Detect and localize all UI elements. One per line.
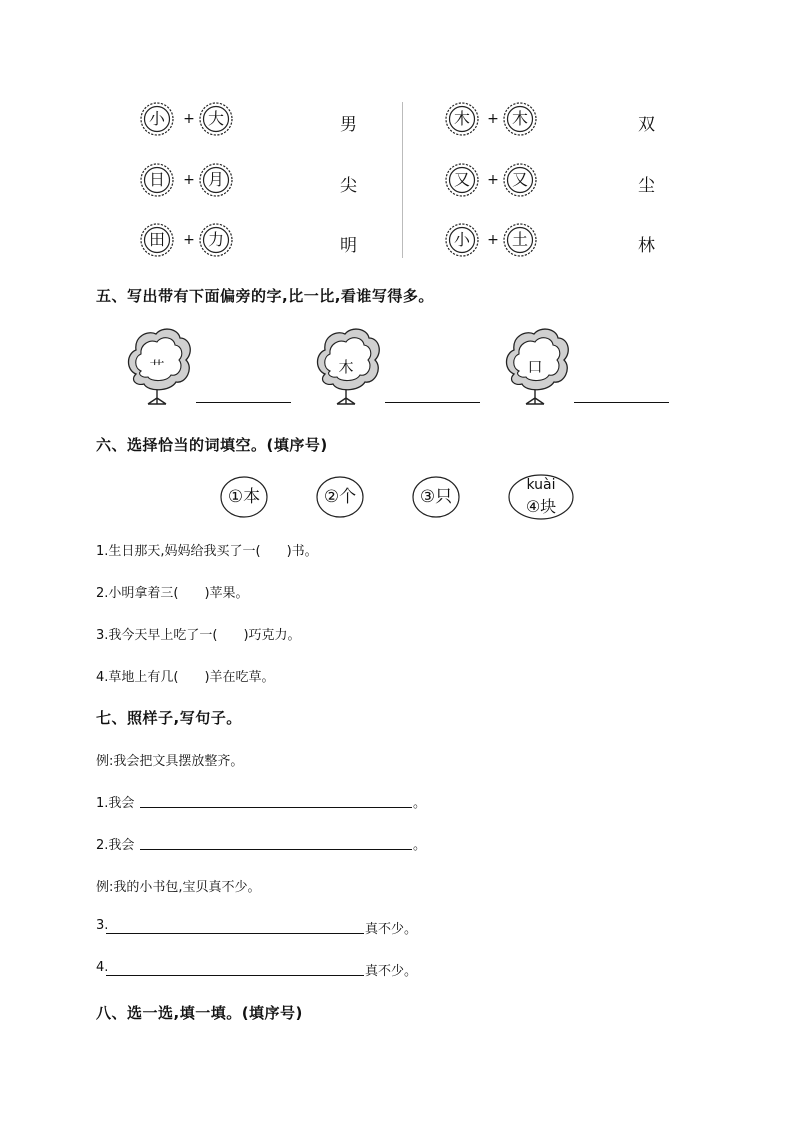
question-prefix: 3. [96,918,109,933]
char-badge-a: 又 [445,163,479,197]
section5-heading: 五、写出带有下面偏旁的字,比一比,看谁写得多。 [96,287,434,305]
char-badge-b: 大 [199,102,233,136]
pinyin-label: kuài [526,477,556,493]
question-prefix: 1.我会 [96,796,135,811]
answer-line[interactable] [574,402,669,403]
plus-sign: + [183,172,195,188]
radical-label: 艹 [149,358,165,376]
option-circle [508,474,574,520]
section8-heading: 八、选一选,填一填。(填序号) [96,1004,303,1022]
result-char[interactable]: 明 [340,236,357,256]
char-badge-b: 又 [503,163,537,197]
option-label: ④块 [525,497,557,516]
question-line: 2.小明拿着三( )苹果。 [96,586,249,601]
section7-heading: 七、照样子,写句子。 [96,709,242,727]
question-prefix: 2.我会 [96,838,135,853]
result-char[interactable]: 男 [340,115,357,135]
answer-line[interactable] [140,849,412,850]
answer-line[interactable] [106,975,364,976]
result-char[interactable]: 林 [638,236,655,256]
question-suffix: 真不少。 [365,964,418,979]
radical-label: 口 [527,358,543,376]
tree-icon [313,324,393,410]
question-line: 3.我今天早上吃了一( )巧克力。 [96,628,301,643]
example-sentence: 例:我的小书包,宝贝真不少。 [96,880,261,895]
char-badge-a: 小 [445,223,479,257]
column-divider [402,102,403,258]
result-char[interactable]: 尘 [638,176,655,196]
question-line: 4.草地上有几( )羊在吃草。 [96,670,275,685]
tree-icon [502,324,582,410]
char-badge-b: 土 [503,223,537,257]
answer-line[interactable] [196,402,291,403]
result-char[interactable]: 尖 [340,176,357,196]
tree-icon [124,324,204,410]
char-badge-a: 小 [140,102,174,136]
question-suffix: 。 [413,796,427,811]
plus-sign: + [183,232,195,248]
char-badge-b: 月 [199,163,233,197]
char-badge-a: 田 [140,223,174,257]
question-prefix: 4. [96,960,109,975]
plus-sign: + [487,111,499,127]
option-circle: ①本 [220,476,268,518]
plus-sign: + [487,232,499,248]
answer-line[interactable] [106,933,364,934]
option-circle: ③只 [412,476,460,518]
plus-sign: + [183,111,195,127]
result-char[interactable]: 双 [638,115,655,135]
answer-line[interactable] [140,807,412,808]
question-line: 1.生日那天,妈妈给我买了一( )书。 [96,544,318,559]
section6-heading: 六、选择恰当的词填空。(填序号) [96,436,328,454]
example-sentence: 例:我会把文具摆放整齐。 [96,754,244,769]
option-circle: ②个 [316,476,364,518]
answer-line[interactable] [385,402,480,403]
question-suffix: 。 [413,838,427,853]
char-badge-b: 力 [199,223,233,257]
char-badge-a: 木 [445,102,479,136]
plus-sign: + [487,172,499,188]
char-badge-a: 日 [140,163,174,197]
radical-label: 木 [338,358,354,376]
question-suffix: 真不少。 [365,922,418,937]
char-badge-b: 木 [503,102,537,136]
